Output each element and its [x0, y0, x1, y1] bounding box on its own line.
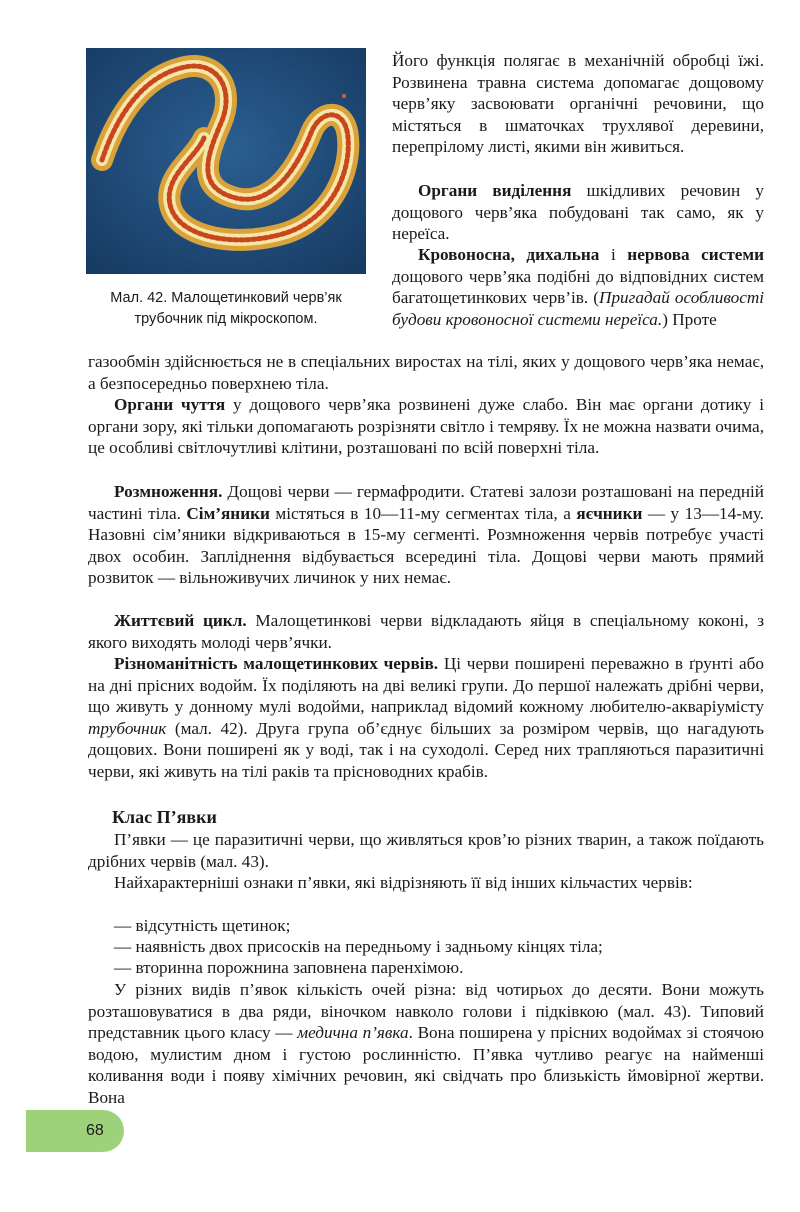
paragraph-reproduction: Розмноження. Дощові черви — гермафродити. Статеві залози розташовані на передній частині тіла. Сім’яники містяться в 10—11-му сегментах тіла, а яєчники — у 13—14-му. Назовні сім’яники відкриваються в 15-му сегменті. Розмноження червів потребує участі двох особин. Запліднення відбувається всередині тіла. Дощові черви мають прямий розвиток — вільноживучих личинок у них немає. [88, 482, 764, 587]
caption-line-1: Мал. 42. Малощетинковий черв’як [110, 290, 342, 306]
paragraph-gas-exchange: газообмін здійснюється не в спеціальних виростах на тілі, яких у дощового черв’яка немає, а безпосередньо поверхнею тіла. [88, 352, 764, 393]
paragraph-senses: Органи чуття у дощового черв’яка розвинені дуже слабо. Він має органи дотику і органи зору, які тільки допомагають розрізняти світло і темряву. Їх не можна назвати очима, це особливі світлочутливі клітини, розташовані по всій поверхні тіла. [88, 395, 764, 457]
paragraph-life-cycle: Життєвий цикл. Малощетинкові черви відкладають яйця в спеціальному коконі, з якого виходять молоді черв’ячки. [88, 611, 764, 652]
list-item: — наявність двох присосків на передньому і задньому кінцях тіла; [114, 937, 603, 956]
list-item: — відсутність щетинок; [114, 916, 291, 935]
paragraph-diversity: Різноманітність малощетинкових червів. Ці черви поширені переважно в ґрунті або на дні прісних водойм. Їх поділяють на дві великі групи. До першої належать дрібні черви, що живуть у донному мулі водойми, наприклад відомий кожному любителю-акваріумісту трубочник (мал. 42). Друга група об’єднує більших за розміром червів, що нагадують дощових. Вони поширені як у воді, так і на суходолі. Серед них трапляються паразитичні черви, які живуть на тілі раків та прісноводних крабів. [88, 654, 764, 781]
worm-micrograph-icon [86, 48, 366, 274]
worm-micrograph [86, 48, 366, 274]
figure-caption [78, 288, 374, 330]
list-item: — вторинна порожнина заповнена паренхімою. [114, 958, 464, 977]
paragraph-leeches-intro: П’явки — це паразитичні черви, що живляться кров’ю різних тварин, а також поїдають дрібних червів (мал. 43). [88, 830, 764, 871]
paragraph-excretion: Органи виділення шкідливих речовин у дощового черв’яка побудовані так само, як у нереїса. [392, 181, 764, 243]
paragraph-systems: Кровоносна, дихальна і нервова системи дощового черв’яка подібні до відповідних систем багатощетинкових черв’ів. (Пригадай особливості будови кровоносної системи нереїса.) Проте [392, 245, 765, 329]
page-number: 68 [86, 1122, 104, 1139]
section-heading-leeches: Клас П’явки [112, 807, 217, 827]
page-number-tab [26, 1110, 124, 1152]
paragraph-leech-eyes: У різних видів п’явок кількість очей різна: від чотирьох до десяти. Вони можуть розташовуватися в два ряди, віночком навколо голови і підківкою (мал. 43). Типовий представник цього класу — медична п’явка. Вона поширена у прісних водоймах зі стоячою водою, мулистим дном і густою рослинністю. П’явка чутливо реагує на найменші коливання води і появу хімічних речовин, які свідчать про близькість ймовірної жертви. Вона [88, 980, 765, 1107]
paragraph-leech-features: Найхарактерніші ознаки п’явки, які відрізняють її від інших кільчастих червів: [114, 873, 693, 892]
paragraph-digestion: Його функція полягає в механічній обробці їжі. Розвинена травна система допомагає дощовому черв’яку засвоювати органічні речовини, що містяться в шматочках трухлявої деревини, перепрілому листі, якими він живиться. [392, 51, 764, 156]
caption-line-2: трубочник під мікроскопом. [134, 311, 318, 327]
